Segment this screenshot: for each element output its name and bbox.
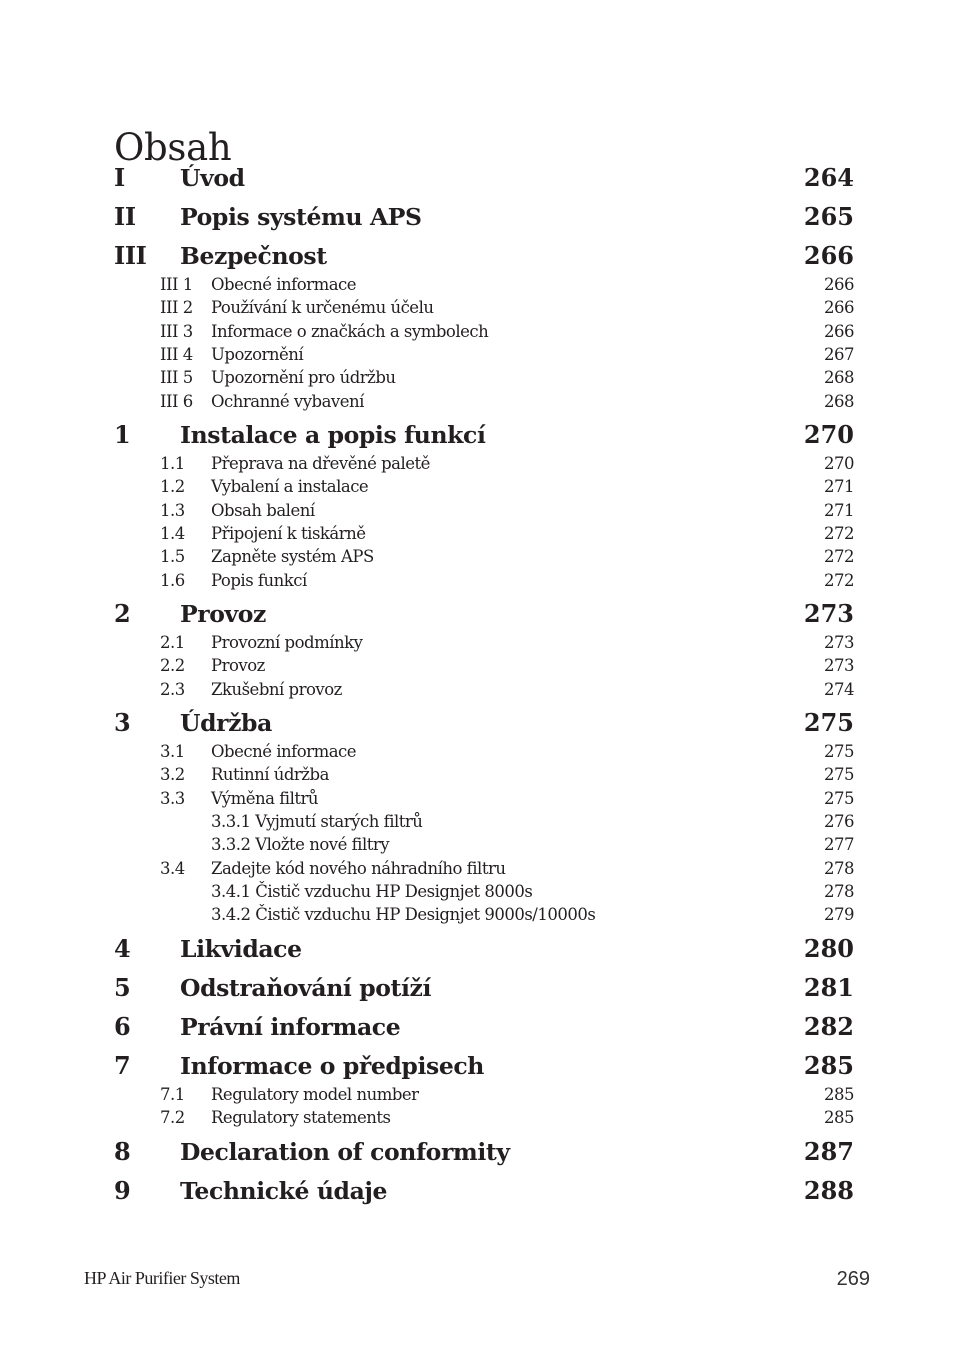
toc-entry-page-number: 268 <box>824 392 854 411</box>
toc-entry-number: 1.6 <box>160 571 185 590</box>
toc-entry-number: 1.2 <box>160 477 185 496</box>
toc-entry-label: Zkušební provoz <box>211 680 342 699</box>
toc-entry-number: III 1 <box>160 275 193 294</box>
footer-document-name: HP Air Purifier System <box>84 1268 240 1288</box>
toc-entry-page-number: 287 <box>803 1137 854 1166</box>
toc-entry-number: II <box>114 202 136 231</box>
toc-entry-label: Obsah balení <box>211 501 315 520</box>
toc-entry-number: III 3 <box>160 322 193 341</box>
toc-entry-number: 1.1 <box>160 454 185 473</box>
toc-entry-label: Technické údaje <box>180 1177 388 1205</box>
toc-entry-page-number: 282 <box>803 1012 854 1041</box>
toc-entry-page-number: 285 <box>824 1085 854 1104</box>
toc-entry-number: III 5 <box>160 368 193 387</box>
toc-section-entry[interactable] <box>0 569 954 592</box>
toc-entry-page-number: 278 <box>824 859 854 878</box>
toc-entry-number: III <box>114 241 147 270</box>
page-title: Obsah <box>114 125 232 169</box>
toc-entry-number: 8 <box>114 1137 131 1166</box>
toc-entry-label: Zadejte kód nového náhradního filtru <box>211 859 506 878</box>
toc-entry-page-number: 266 <box>824 275 854 294</box>
footer-page-number: 269 <box>836 1268 870 1290</box>
toc-entry-page-number: 281 <box>803 973 854 1002</box>
toc-entry-page-number: 275 <box>803 708 854 737</box>
toc-section-entry[interactable] <box>0 678 954 701</box>
toc-entry-number: 6 <box>114 1012 131 1041</box>
toc-entry-label: Provozní podmínky <box>211 633 363 652</box>
toc-entry-number: 3.1 <box>160 742 185 761</box>
toc-entry-label: Popis funkcí <box>211 571 307 590</box>
toc-entry-page-number: 275 <box>824 742 854 761</box>
toc-section-entry[interactable] <box>0 740 954 763</box>
toc-entry-page-number: 273 <box>824 656 854 675</box>
toc-entry-page-number: 273 <box>824 633 854 652</box>
toc-chapter-entry[interactable] <box>0 933 954 965</box>
toc-entry-label: Úvod <box>180 164 245 192</box>
toc-entry-number: 3.4 <box>160 859 185 878</box>
toc-entry-label: Používání k určenému účelu <box>211 298 434 317</box>
toc-entry-label: 3.4.2 Čistič vzduchu HP Designjet 9000s/10000s <box>211 905 596 924</box>
toc-chapter-entry[interactable] <box>0 972 954 1004</box>
toc-entry-label: Provoz <box>211 656 265 675</box>
toc-chapter-entry[interactable] <box>0 1175 954 1207</box>
toc-entry-number: 4 <box>114 934 131 963</box>
toc-entry-page-number: 272 <box>824 547 854 566</box>
toc-entry-number: 2 <box>114 599 131 628</box>
toc-entry-label: Regulatory model number <box>211 1085 419 1104</box>
toc-entry-number: III 2 <box>160 298 193 317</box>
toc-section-entry[interactable] <box>0 1106 954 1129</box>
toc-section-entry[interactable] <box>0 654 954 677</box>
toc-chapter-entry[interactable] <box>0 707 954 739</box>
toc-section-entry[interactable] <box>0 320 954 343</box>
toc-chapter-entry[interactable] <box>0 1011 954 1043</box>
toc-entry-label: Informace o značkách a symbolech <box>211 322 489 341</box>
toc-entry-label: Rutinní údržba <box>211 765 329 784</box>
toc-entry-page-number: 274 <box>824 680 854 699</box>
toc-entry-label: Právní informace <box>180 1013 401 1041</box>
toc-entry-label: Obecné informace <box>211 742 357 761</box>
toc-section-entry[interactable] <box>0 390 954 413</box>
toc-entry-page-number: 275 <box>824 765 854 784</box>
toc-entry-page-number: 285 <box>803 1051 854 1080</box>
toc-entry-page-number: 264 <box>803 163 854 192</box>
toc-entry-label: 3.3.2 Vložte nové filtry <box>211 835 390 854</box>
toc-entry-page-number: 279 <box>824 905 854 924</box>
toc-entry-label: Údržba <box>180 709 272 737</box>
toc-subsection-entry[interactable] <box>0 880 954 903</box>
toc-chapter-entry[interactable] <box>0 419 954 451</box>
toc-entry-page-number: 272 <box>824 571 854 590</box>
toc-entry-label: Regulatory statements <box>211 1108 391 1127</box>
toc-chapter-entry[interactable] <box>0 240 954 272</box>
toc-section-entry[interactable] <box>0 545 954 568</box>
toc-entry-page-number: 267 <box>824 345 854 364</box>
toc-chapter-entry[interactable] <box>0 598 954 630</box>
toc-entry-label: Popis systému APS <box>180 203 422 231</box>
toc-entry-number: 7.2 <box>160 1108 185 1127</box>
toc-entry-page-number: 272 <box>824 524 854 543</box>
toc-section-entry[interactable] <box>0 857 954 880</box>
toc-entry-page-number: 265 <box>803 202 854 231</box>
toc-subsection-entry[interactable] <box>0 810 954 833</box>
toc-entry-number: III 6 <box>160 392 193 411</box>
toc-entry-page-number: 275 <box>824 789 854 808</box>
toc-section-entry[interactable] <box>0 631 954 654</box>
toc-entry-page-number: 285 <box>824 1108 854 1127</box>
toc-entry-page-number: 266 <box>803 241 854 270</box>
toc-entry-label: Upozornění pro údržbu <box>211 368 396 387</box>
toc-entry-number: 2.2 <box>160 656 185 675</box>
toc-entry-number: I <box>114 163 125 192</box>
toc-entry-page-number: 280 <box>803 934 854 963</box>
toc-entry-label: Provoz <box>180 600 267 628</box>
toc-section-entry[interactable] <box>0 366 954 389</box>
toc-chapter-entry[interactable] <box>0 162 954 194</box>
toc-entry-number: 2.1 <box>160 633 185 652</box>
toc-subsection-entry[interactable] <box>0 903 954 926</box>
toc-entry-page-number: 270 <box>824 454 854 473</box>
toc-entry-number: 1.4 <box>160 524 185 543</box>
toc-section-entry[interactable] <box>0 499 954 522</box>
toc-entry-page-number: 273 <box>803 599 854 628</box>
toc-chapter-entry[interactable] <box>0 201 954 233</box>
toc-entry-label: Upozornění <box>211 345 304 364</box>
toc-entry-label: Odstraňování potíží <box>180 974 431 1002</box>
toc-entry-page-number: 278 <box>824 882 854 901</box>
toc-entry-number: 3.2 <box>160 765 185 784</box>
toc-entry-label: Výměna filtrů <box>211 789 318 808</box>
toc-entry-label: Obecné informace <box>211 275 357 294</box>
toc-entry-label: 3.3.1 Vyjmutí starých filtrů <box>211 812 423 831</box>
toc-entry-number: III 4 <box>160 345 193 364</box>
toc-chapter-entry[interactable] <box>0 1050 954 1082</box>
toc-entry-number: 7.1 <box>160 1085 185 1104</box>
toc-entry-page-number: 271 <box>824 501 854 520</box>
toc-entry-label: 3.4.1 Čistič vzduchu HP Designjet 8000s <box>211 882 533 901</box>
toc-section-entry[interactable] <box>0 296 954 319</box>
toc-entry-page-number: 266 <box>824 298 854 317</box>
toc-subsection-entry[interactable] <box>0 833 954 856</box>
toc-entry-label: Zapněte systém APS <box>211 547 374 566</box>
toc-section-entry[interactable] <box>0 763 954 786</box>
toc-entry-page-number: 277 <box>824 835 854 854</box>
toc-entry-label: Informace o předpisech <box>180 1052 484 1080</box>
toc-entry-number: 3 <box>114 708 131 737</box>
toc-entry-number: 3.3 <box>160 789 185 808</box>
toc-entry-page-number: 288 <box>803 1176 854 1205</box>
toc-entry-label: Připojení k tiskárně <box>211 524 366 543</box>
toc-entry-page-number: 270 <box>803 420 854 449</box>
toc-section-entry[interactable] <box>0 475 954 498</box>
toc-entry-number: 9 <box>114 1176 131 1205</box>
toc-entry-page-number: 271 <box>824 477 854 496</box>
toc-entry-label: Bezpečnost <box>180 242 327 270</box>
toc-section-entry[interactable] <box>0 1083 954 1106</box>
toc-entry-number: 5 <box>114 973 131 1002</box>
toc-entry-label: Instalace a popis funkcí <box>180 421 486 449</box>
toc-entry-label: Vybalení a instalace <box>211 477 369 496</box>
toc-entry-number: 1.3 <box>160 501 185 520</box>
toc-entry-page-number: 268 <box>824 368 854 387</box>
toc-entry-label: Přeprava na dřevěné paletě <box>211 454 430 473</box>
toc-entry-label: Likvidace <box>180 935 302 963</box>
toc-section-entry[interactable] <box>0 343 954 366</box>
toc-entry-page-number: 276 <box>824 812 854 831</box>
toc-entry-number: 2.3 <box>160 680 185 699</box>
toc-section-entry[interactable] <box>0 522 954 545</box>
toc-entry-page-number: 266 <box>824 322 854 341</box>
toc-entry-label: Ochranné vybavení <box>211 392 364 411</box>
toc-section-entry[interactable] <box>0 787 954 810</box>
toc-entry-label: Declaration of conformity <box>180 1138 510 1166</box>
toc-section-entry[interactable] <box>0 452 954 475</box>
toc-section-entry[interactable] <box>0 273 954 296</box>
toc-entry-number: 1 <box>114 420 131 449</box>
toc-entry-number: 1.5 <box>160 547 185 566</box>
toc-entry-number: 7 <box>114 1051 131 1080</box>
toc-chapter-entry[interactable] <box>0 1136 954 1168</box>
